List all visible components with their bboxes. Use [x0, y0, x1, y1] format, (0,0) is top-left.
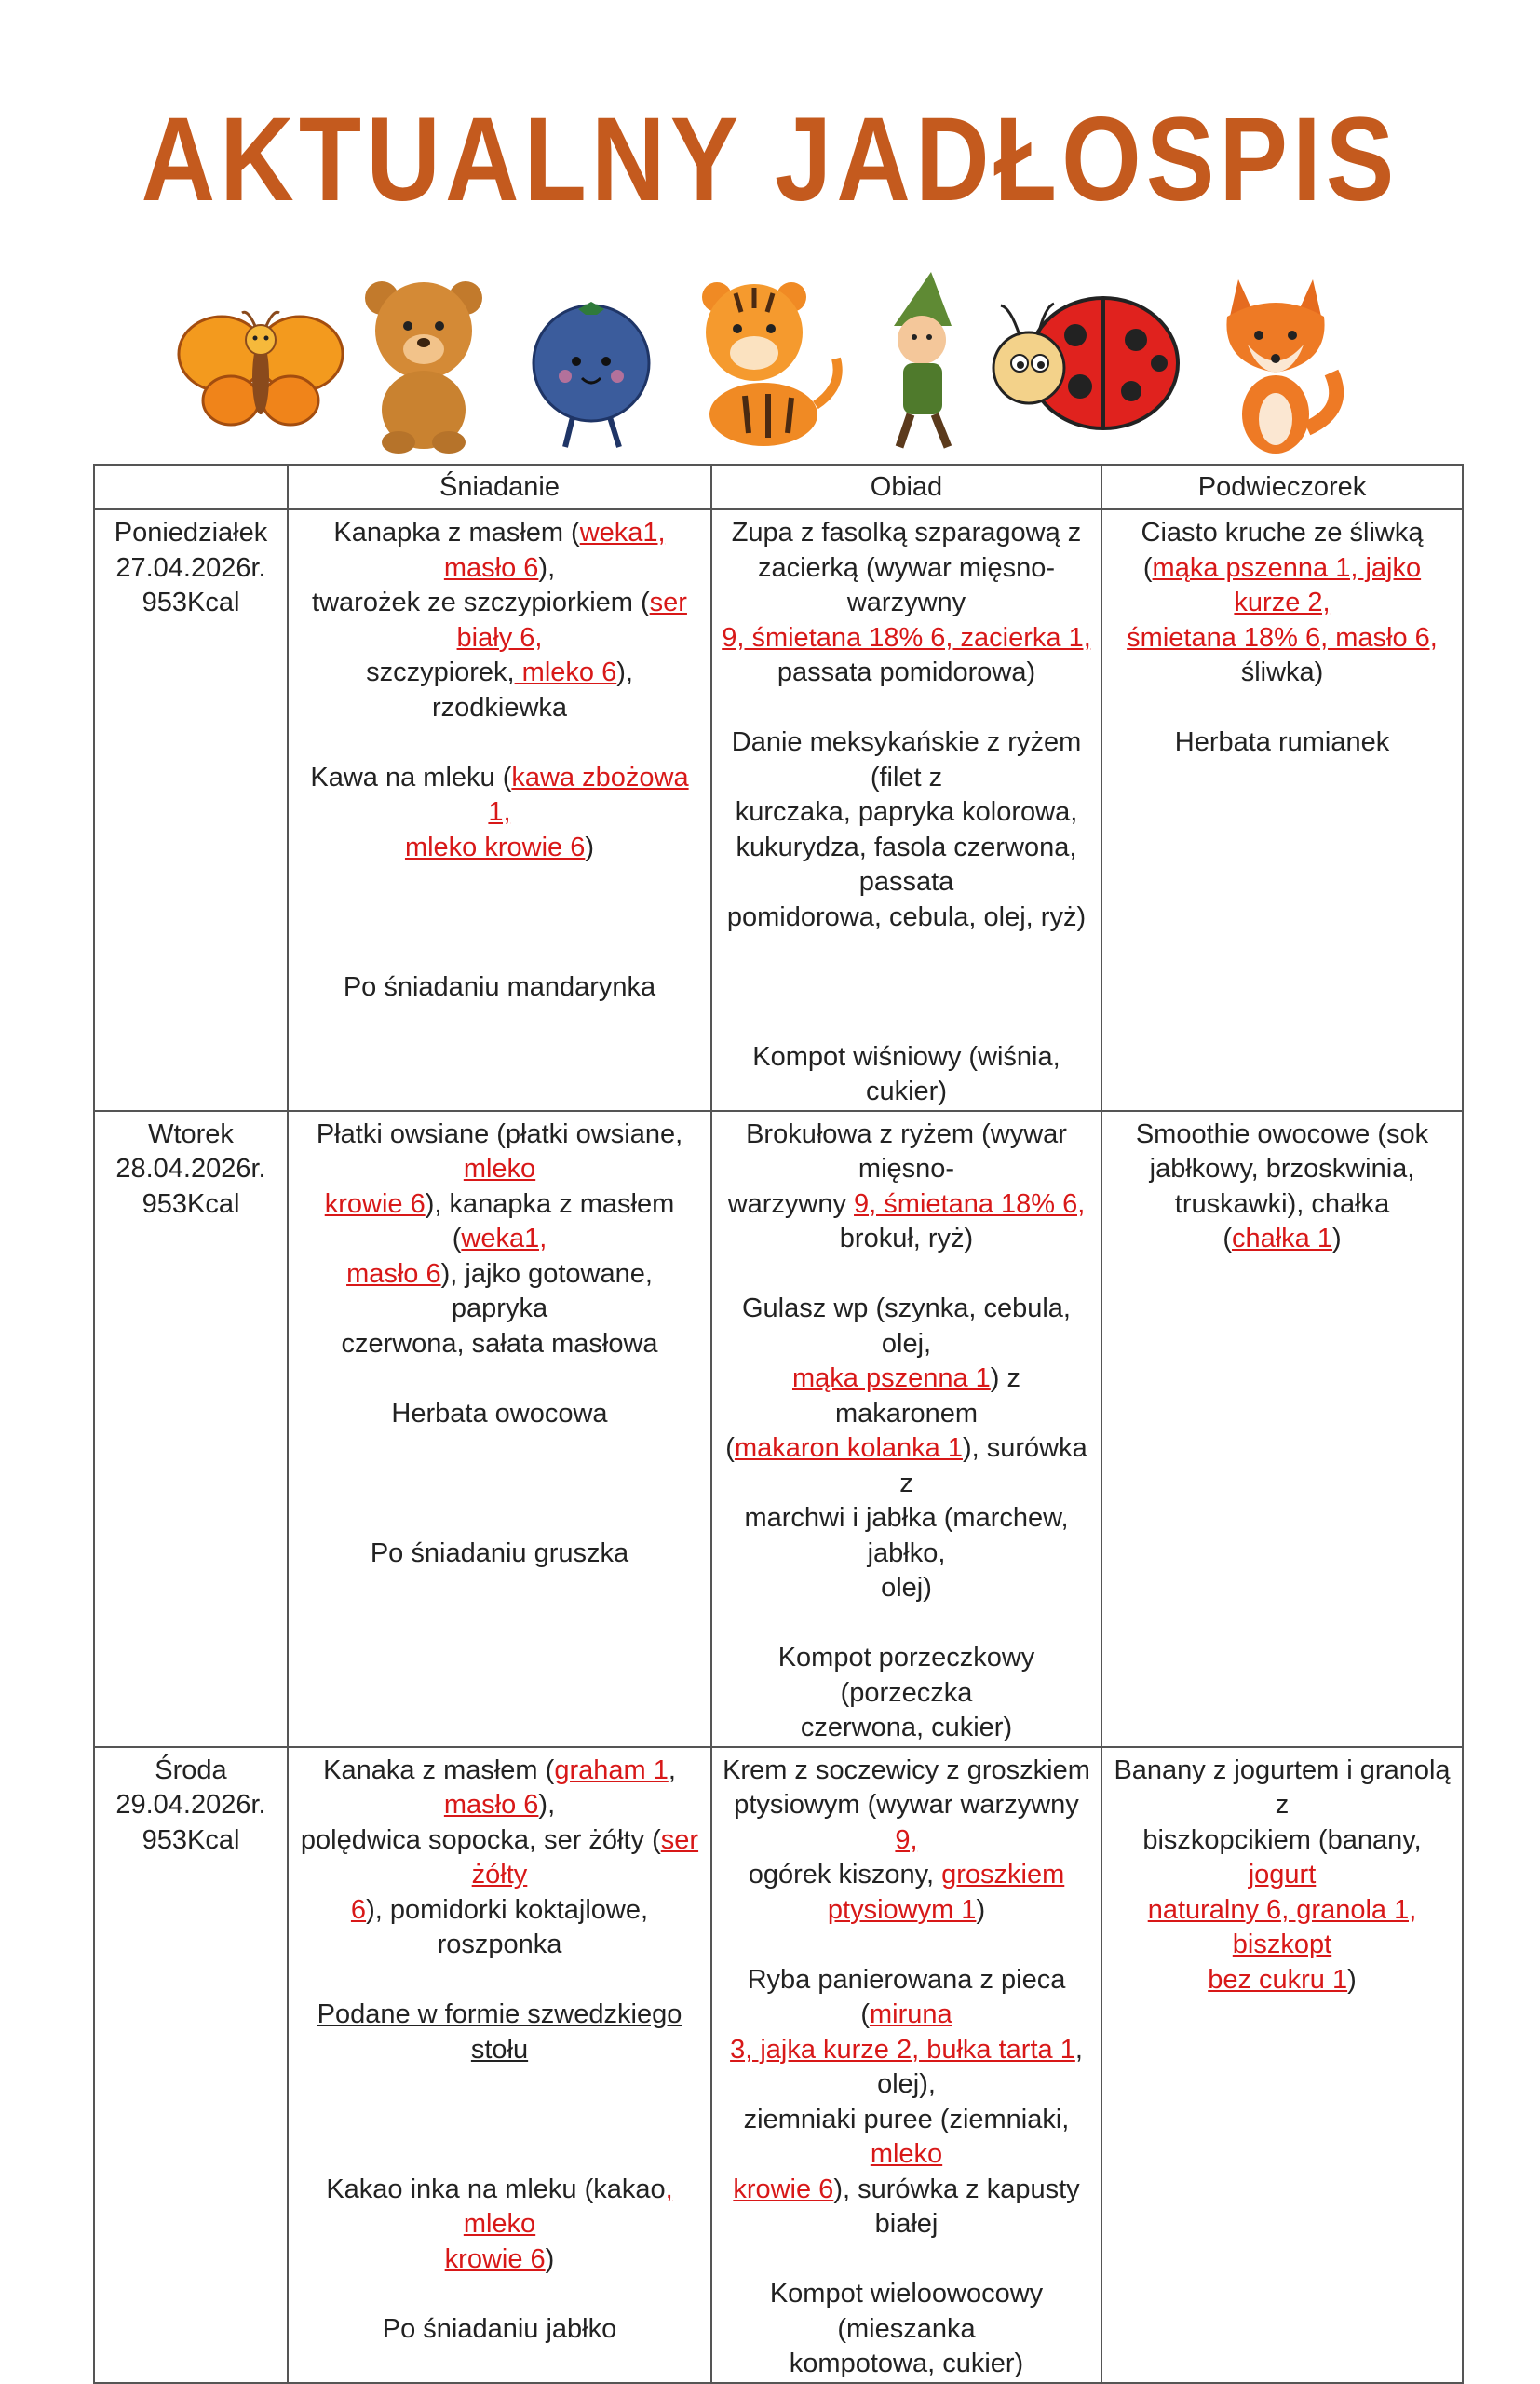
allergen: krowie 6	[444, 2243, 546, 2274]
allergen: 6	[350, 1894, 367, 1925]
allergen: jogurt	[1248, 1860, 1317, 1890]
allergen: śmietana 18% 6, masło 6,	[1127, 622, 1438, 653]
allergen: krowie 6	[324, 1188, 426, 1219]
allergen: 9,	[895, 1824, 918, 1855]
snack-cell-tuesday: Smoothie owocowe (sok jabłkowy, brzoskwinia, truskawki), chałka (chałka 1)	[1101, 1111, 1463, 1747]
buffet-note: Podane w formie szwedzkiego stołu	[317, 1999, 682, 2065]
breakfast-cell-wednesday: Kanaka z masłem (graham 1, masło 6), polędwica sopocka, ser żółty (ser żółty 6), pomidorki koktajlowe, roszponka Podane w formie szwedzkiego stołu Kakao inka na mleku (kakao, mleko krowie 6) Po śniadaniu jabłko	[288, 1747, 711, 2383]
allergen: mleko	[463, 1154, 536, 1184]
allergen: masło 6	[346, 1258, 441, 1289]
tiger-icon	[680, 275, 847, 456]
allergen: masło 6	[443, 1790, 539, 1820]
allergen: groszkiem	[941, 1860, 1065, 1890]
lunch-cell-tuesday: Brokułowa z ryżem (wywar mięsno- warzywny 9, śmietana 18% 6, brokuł, ryż) Gulasz wp (szynka, cebula, olej, mąka pszenna 1) z makaronem (makaron kolanka 1), surówka z marchwi i jabłka (marchew, jabłko, olej) Kompot porzeczkowy (porzeczka czerwona, cukier)	[711, 1111, 1101, 1747]
allergen: ser biały 6,	[456, 588, 687, 653]
day-kcal: 953Kcal	[142, 1188, 240, 1219]
day-kcal: 953Kcal	[142, 588, 240, 617]
blueberry-icon	[517, 289, 666, 456]
breakfast-cell-tuesday: Płatki owsiane (płatki owsiane, mleko krowie 6), kanapka z masłem (weka1, masło 6), jajko gotowane, papryka czerwona, sałata masłowa Herbata owocowa Po śniadaniu gruszka	[288, 1111, 711, 1747]
allergen: weka1,	[461, 1224, 547, 1253]
allergen: graham 1	[554, 1754, 669, 1785]
allergen: mleko 6	[514, 657, 617, 687]
allergen: kawa zbożowa 1,	[488, 762, 689, 827]
header-empty-cell	[94, 465, 288, 509]
bear-icon	[354, 270, 493, 456]
day-date: 27.04.2026r.	[115, 552, 266, 583]
animal-illustrations	[177, 270, 1359, 461]
day-cell-tuesday	[94, 1111, 288, 1747]
allergen: mleko krowie 6	[404, 832, 586, 862]
breakfast-cell-monday: Kanapka z masłem (weka1, masło 6), twarożek ze szczypiorkiem (ser biały 6, szczypiorek, mleko 6), rzodkiewka Kawa na mleku (kawa zbożowa 1, mleko krowie 6) Po śniadaniu mandarynka	[288, 509, 711, 1111]
after-breakfast-fruit: Po śniadaniu jabłko	[382, 2313, 617, 2344]
allergen: , mleko	[463, 2174, 673, 2239]
day-date: 28.04.2026r.	[115, 1154, 266, 1184]
header-lunch: Obiad	[711, 465, 1101, 509]
day-name: Środa	[155, 1754, 227, 1785]
header-row	[94, 465, 1463, 509]
day-name: Poniedziałek	[114, 518, 268, 548]
allergen: ser żółty	[471, 1824, 699, 1890]
lunch-cell-wednesday: Krem z soczewicy z groszkiem ptysiowym (wywar warzywny 9, ogórek kiszony, groszkiem ptysiowym 1) Ryba panierowana z pieca (miruna 3, jajka kurze 2, bułka tarta 1, olej), ziemniaki puree (ziemniaki, mleko krowie 6), surówka z kapusty białej Kompot wieloowocowy (mieszanka kompotowa, cukier)	[711, 1747, 1101, 2383]
after-breakfast-fruit: Po śniadaniu mandarynka	[343, 971, 656, 1002]
after-breakfast-fruit: Po śniadaniu gruszka	[370, 1537, 629, 1568]
snack-cell-monday: Ciasto kruche ze śliwką (mąka pszenna 1, jajko kurze 2, śmietana 18% 6, masło 6, śliwka) Herbata rumianek	[1101, 509, 1463, 1111]
allergen: makaron kolanka 1	[734, 1433, 963, 1463]
allergen: ptysiowym 1	[827, 1894, 977, 1925]
allergen: naturalny 6, granola 1, biszkopt	[1147, 1894, 1417, 1959]
allergen: weka1, masło 6	[443, 518, 666, 583]
allergen: 9, śmietana 18% 6,	[854, 1188, 1086, 1219]
elf-icon	[866, 270, 978, 456]
day-date: 29.04.2026r.	[115, 1790, 266, 1820]
ladybug-icon	[987, 289, 1182, 438]
butterfly-icon	[177, 307, 344, 438]
lunch-cell-monday: Zupa z fasolką szparagową z zacierką (wywar mięsno-warzywny 9, śmietana 18% 6, zacierka 1, passata pomidorowa) Danie meksykańskie z ryżem (filet z kurczaka, papryka kolorowa, kukurydza, fasola czerwona, passata pomidorowa, cebula, olej, ryż) Kompot wiśniowy (wiśnia, cukier)	[711, 509, 1101, 1111]
day-row-tuesday	[94, 1111, 1463, 1747]
day-name: Wtorek	[148, 1118, 234, 1149]
page-title: AKTUALNY JADŁOSPIS	[141, 93, 1399, 226]
fox-icon	[1210, 270, 1350, 456]
allergen: 9, śmietana 18% 6, zacierka 1,	[722, 622, 1091, 653]
day-row-wednesday	[94, 1747, 1463, 2383]
allergen: 3, jajka kurze 2, bułka tarta 1	[730, 2034, 1075, 2065]
day-kcal: 953Kcal	[142, 1824, 240, 1855]
day-row-monday	[94, 509, 1463, 1111]
allergen: bez cukru 1	[1208, 1964, 1348, 1995]
allergen: mąka pszenna 1	[791, 1363, 991, 1393]
header-snack: Podwieczorek	[1101, 465, 1463, 509]
day-cell-monday	[94, 509, 288, 1111]
allergen: krowie 6	[733, 2174, 834, 2204]
header-breakfast: Śniadanie	[288, 465, 711, 509]
allergen: mąka pszenna 1, jajko kurze 2,	[1152, 552, 1422, 617]
snack-cell-wednesday: Banany z jogurtem i granolą z biszkopcikiem (banany, jogurt naturalny 6, granola 1, biszkopt bez cukru 1)	[1101, 1747, 1463, 2383]
menu-table	[93, 464, 1464, 2384]
allergen: chałka 1	[1231, 1224, 1332, 1253]
allergen: miruna	[870, 1999, 952, 2029]
day-cell-wednesday	[94, 1747, 288, 2383]
allergen: mleko	[870, 2139, 943, 2169]
